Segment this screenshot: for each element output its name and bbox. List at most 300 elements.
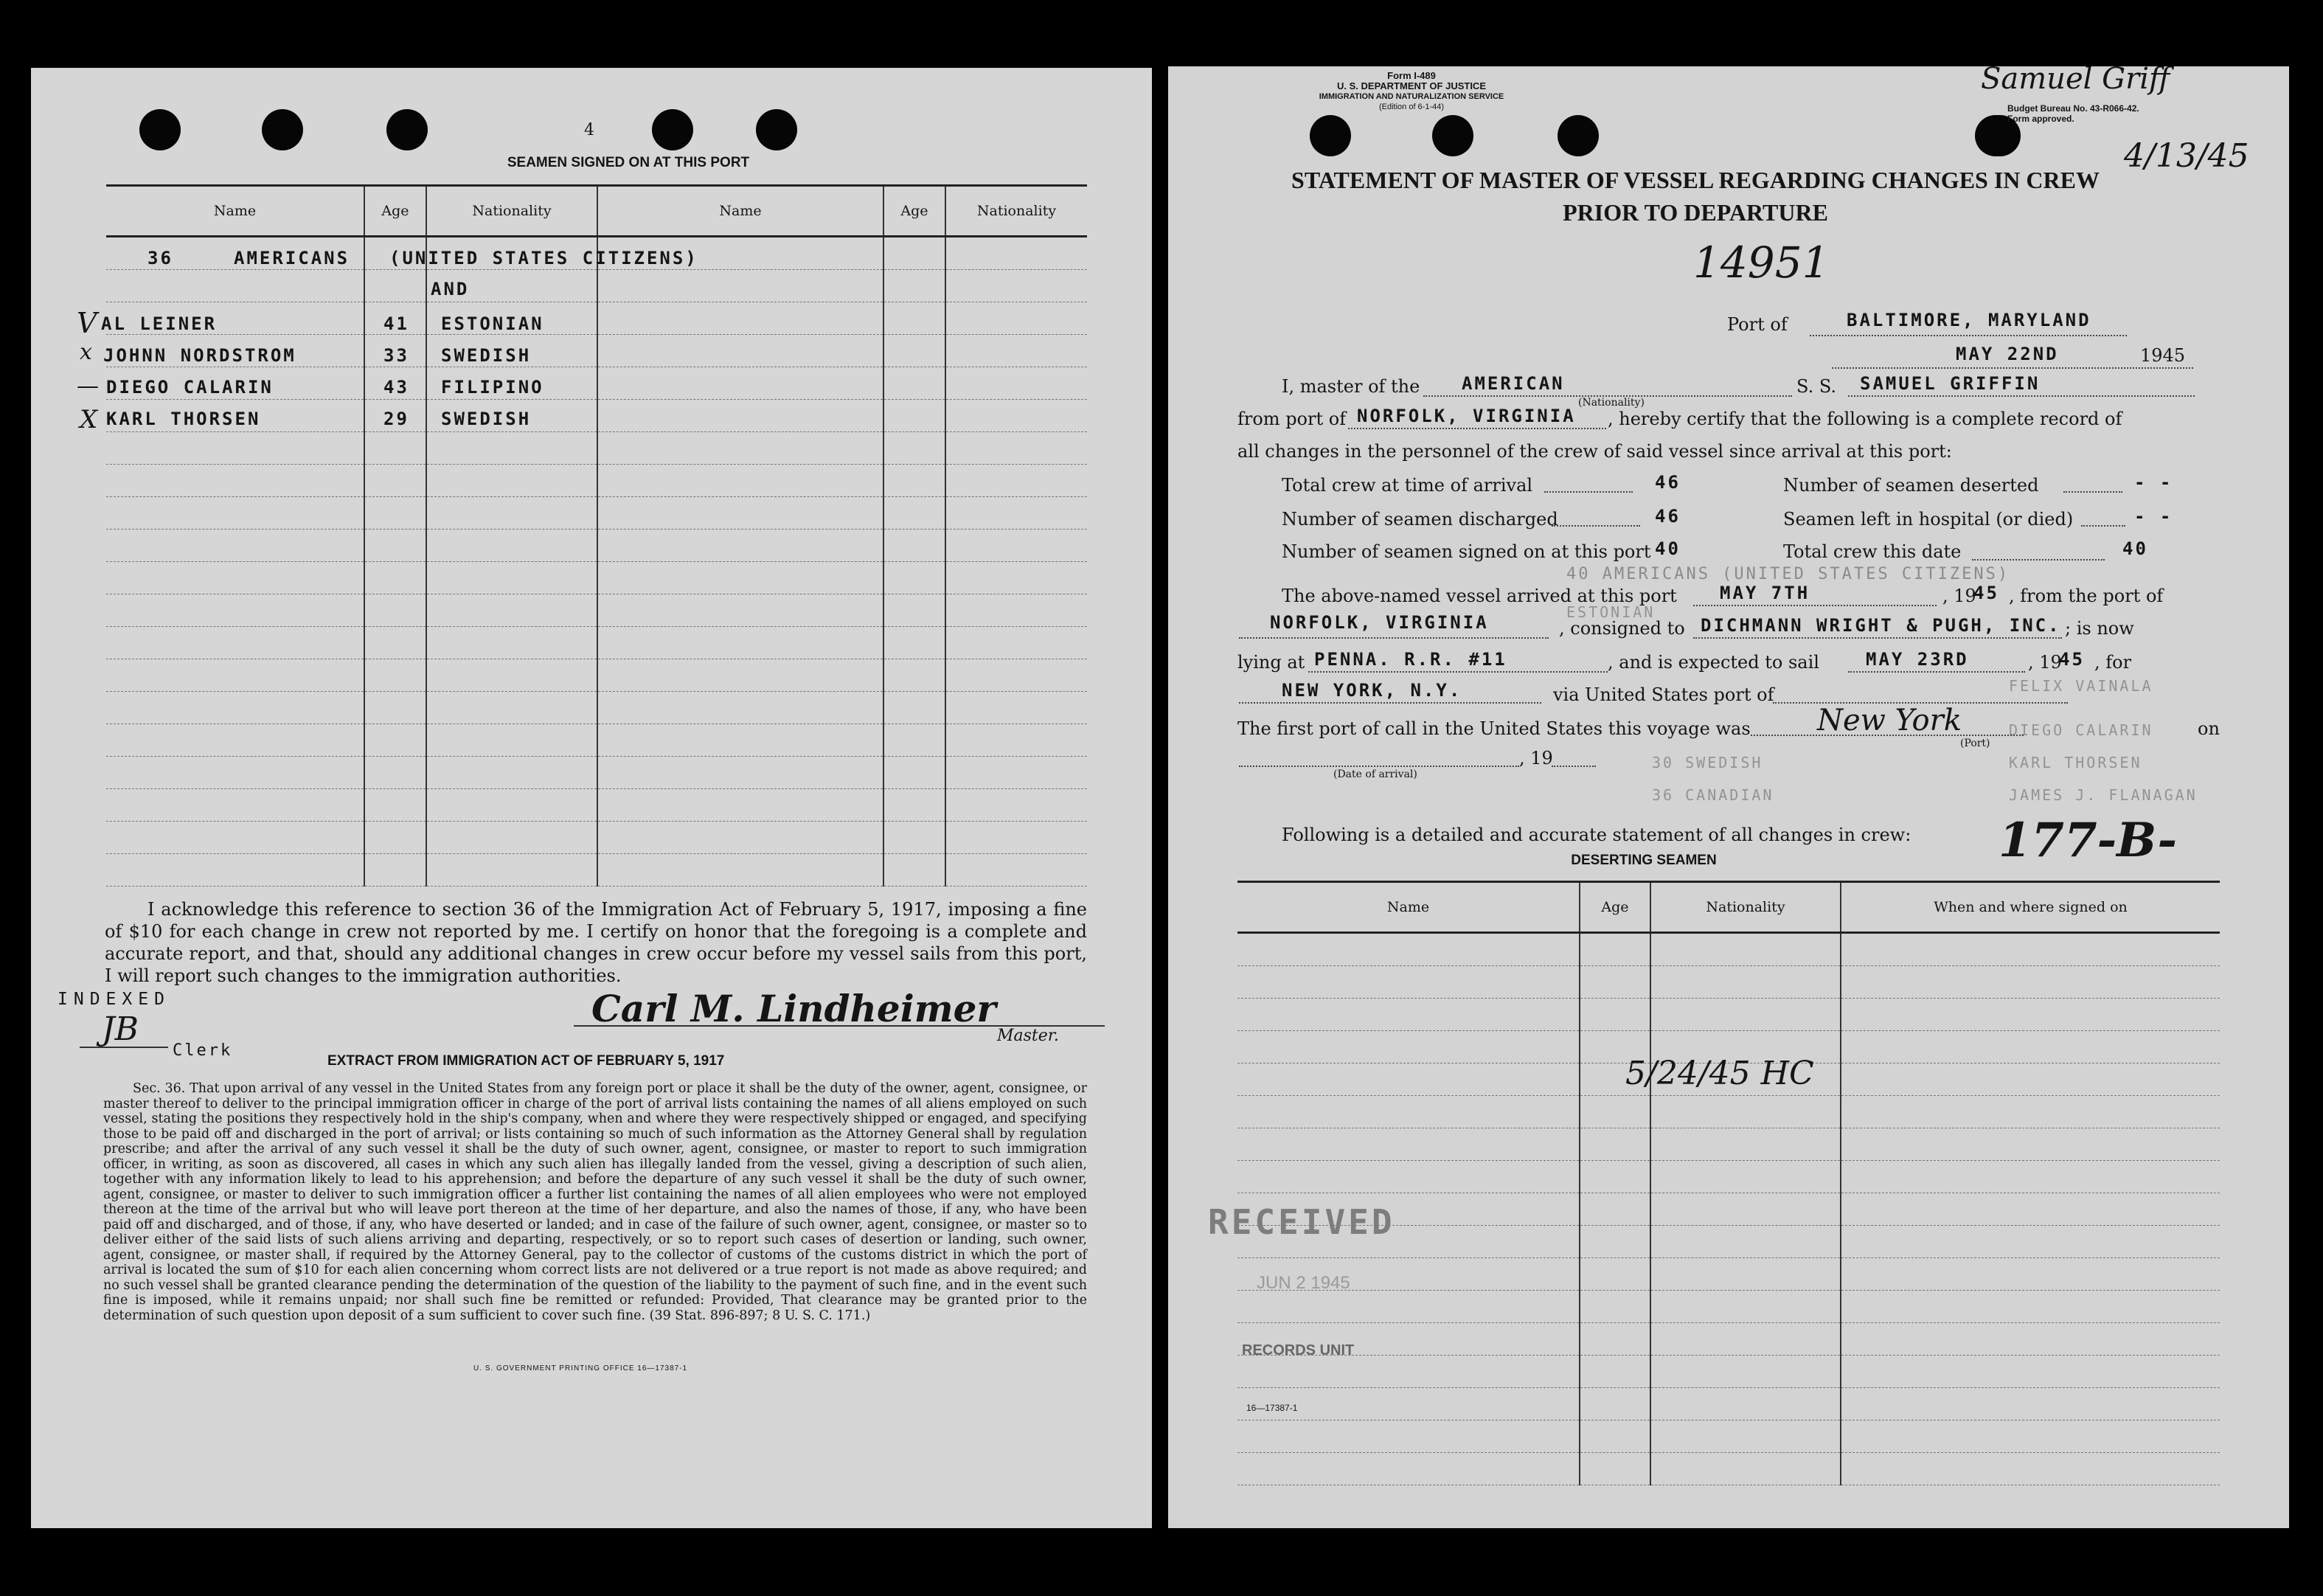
- table-cell: [945, 270, 1087, 302]
- table-cell: [945, 530, 1087, 562]
- lying-line: [1308, 671, 1608, 673]
- printer-imprint: 16—17387-1: [1246, 1403, 1298, 1413]
- table-row: [106, 692, 1087, 724]
- table-cell: [883, 302, 945, 335]
- table-cell: [883, 237, 945, 270]
- table-cell: [364, 854, 426, 887]
- master-label: Master.: [997, 1027, 1059, 1045]
- table-cell: [1650, 1128, 1841, 1161]
- table-cell: [597, 465, 883, 497]
- table-cell: [945, 724, 1087, 757]
- table-cell: [597, 757, 883, 789]
- table-cell: [426, 854, 597, 887]
- stat-value: - -: [2134, 506, 2173, 527]
- punch-hole: [1310, 115, 1351, 156]
- check-mark: V: [77, 307, 97, 339]
- table-row: [106, 854, 1087, 887]
- table-row: [106, 302, 1087, 335]
- lying-label: lying at: [1237, 652, 1305, 673]
- table-cell: [883, 530, 945, 562]
- table-cell: [1580, 1291, 1650, 1323]
- check-mark: x: [80, 339, 92, 365]
- table-cell: [883, 854, 945, 887]
- table-cell: [945, 854, 1087, 887]
- table-cell: [597, 692, 883, 724]
- table-row: [106, 757, 1087, 789]
- table-row: [1237, 933, 2220, 966]
- printer-imprint: U. S. GOVERNMENT PRINTING OFFICE 16—17387-1: [473, 1364, 688, 1373]
- table-cell: [597, 530, 883, 562]
- table-cell: [1841, 999, 2220, 1031]
- stat-value: 46: [1655, 506, 1681, 527]
- table-cell: [364, 659, 426, 692]
- table-cell: [364, 692, 426, 724]
- column-header: When and where signed on: [1841, 882, 2220, 933]
- port-label: Port of: [1727, 314, 1788, 335]
- deserting-title: DESERTING SEAMEN: [1571, 853, 1717, 868]
- form-title-line-2: PRIOR TO DEPARTURE: [1563, 199, 1828, 226]
- table-cell: [1650, 1258, 1841, 1291]
- sail-line: [1848, 671, 2025, 673]
- table-cell: [364, 822, 426, 854]
- seaman-nationality: SWEDISH: [441, 345, 532, 366]
- column-header: Age: [364, 186, 426, 237]
- table-cell: [1650, 999, 1841, 1031]
- stat-label: Number of seamen signed on at this port: [1282, 541, 1651, 562]
- table-cell: [945, 757, 1087, 789]
- table-cell: [945, 367, 1087, 400]
- table-cell: [1237, 1064, 1580, 1096]
- table-cell: [1650, 1388, 1841, 1420]
- table-cell: [1841, 1064, 2220, 1096]
- punch-hole: [1558, 115, 1599, 156]
- table-cell: [883, 757, 945, 789]
- table-cell: [1650, 1226, 1841, 1258]
- table-cell: [945, 692, 1087, 724]
- table-cell: [364, 497, 426, 530]
- stat-leader: [1544, 491, 1633, 493]
- table-cell: [945, 789, 1087, 822]
- table-cell: [1841, 933, 2220, 966]
- table-cell: [1237, 1453, 1580, 1485]
- punch-hole: [139, 109, 181, 150]
- table-cell: [883, 400, 945, 432]
- seaman-name: AL LEINER: [101, 313, 218, 334]
- stat-value: - -: [2134, 472, 2173, 493]
- seaman-name: KARL THORSEN: [106, 409, 261, 429]
- table-cell: [945, 497, 1087, 530]
- stat-label: Total crew at time of arrival: [1282, 475, 1533, 496]
- port-caption: (Port): [1960, 738, 1990, 749]
- column-header: Age: [1580, 882, 1650, 933]
- table-cell: [597, 724, 883, 757]
- table-row: [1237, 1096, 2220, 1128]
- table-cell: [1841, 1096, 2220, 1128]
- first-port-value: New York: [1817, 704, 1962, 738]
- for-label: , for: [2094, 652, 2132, 673]
- bleed-through-text: JAMES J. FLANAGAN: [2009, 786, 2198, 804]
- table-cell: [1580, 1323, 1650, 1356]
- table-cell: [1580, 1226, 1650, 1258]
- destination-value: NEW YORK, N.Y.: [1282, 680, 1462, 701]
- table-cell: [426, 627, 597, 659]
- table-cell: [1650, 966, 1841, 999]
- table-cell: [597, 400, 883, 432]
- table-cell: [1841, 1453, 2220, 1485]
- table-cell: [597, 562, 883, 594]
- arrived-date: MAY 7TH: [1720, 583, 1810, 603]
- indexed-stamp: INDEXED: [58, 990, 170, 1009]
- table-cell: [364, 530, 426, 562]
- arrived-year: 45: [1973, 583, 1999, 603]
- table-row: [1237, 1388, 2220, 1420]
- table-cell: [883, 432, 945, 465]
- expected-label: , and is expected to sail: [1608, 652, 1819, 673]
- stat-value: 40: [2122, 538, 2148, 559]
- consigned-label: , consigned to: [1559, 618, 1685, 639]
- table-cell: [364, 562, 426, 594]
- table-cell: [597, 497, 883, 530]
- table-row: [1237, 1258, 2220, 1291]
- table-cell: [426, 692, 597, 724]
- stat-label: Number of seamen discharged: [1282, 509, 1558, 530]
- table-cell: [364, 724, 426, 757]
- americans-label: AMERICANS: [234, 248, 350, 268]
- bleed-through-text: ESTONIAN: [1566, 603, 1656, 621]
- date-year: 1945: [2140, 345, 2186, 366]
- bleed-through-text: 30 SWEDISH: [1652, 754, 1763, 771]
- seaman-age: 43: [383, 377, 409, 398]
- table-cell: [426, 497, 597, 530]
- lying-value: PENNA. R.R. #11: [1314, 649, 1507, 670]
- budget-block: [2007, 103, 2139, 124]
- table-row: [106, 562, 1087, 594]
- table-cell: [1650, 933, 1841, 966]
- table-cell: [426, 432, 597, 465]
- ss-label: S. S.: [1796, 376, 1837, 397]
- port-line: [1810, 335, 2127, 336]
- on-label: on: [2198, 718, 2220, 739]
- stat-value: 46: [1655, 472, 1681, 493]
- punch-hole: [262, 109, 303, 150]
- table-cell: [597, 432, 883, 465]
- table-cell: [426, 757, 597, 789]
- page-number: 4: [584, 121, 594, 139]
- bleed-through-text: FELIX VAINALA: [2009, 677, 2153, 695]
- table-cell: [883, 789, 945, 822]
- table-cell: [883, 562, 945, 594]
- nationality-value: AMERICAN: [1462, 373, 1565, 394]
- table-cell: [883, 724, 945, 757]
- table-cell: [106, 562, 364, 594]
- table-cell: [597, 367, 883, 400]
- table-cell: [1580, 1096, 1650, 1128]
- consignee-line: [1693, 637, 2062, 639]
- table-cell: [945, 432, 1087, 465]
- from-the-port-label: , from the port of: [2009, 586, 2164, 606]
- table-cell: [883, 270, 945, 302]
- table-cell: [597, 789, 883, 822]
- table-cell: [426, 562, 597, 594]
- table-cell: [364, 270, 426, 302]
- sail-year-prefix: , 19: [2028, 652, 2062, 673]
- handwritten-date: 4/13/45: [2124, 137, 2249, 175]
- received-stamp: RECEIVED: [1208, 1202, 1395, 1242]
- from-port-value: NORFOLK, VIRGINIA: [1357, 406, 1576, 426]
- acknowledgement-text: I acknowledge this reference to section 36 of the Immigration Act of February 5, 1917, imposing a fine of $10 for each change in crew not reported by me. I certify on honor that the foregoing is a complete and accurate report, and that, should any additional changes in crew occur before my vessel sails from this port, I will report such changes to the immigration authorities.: [105, 899, 1087, 986]
- table-cell: [1841, 1420, 2220, 1453]
- via-label: via United States port of: [1553, 684, 1774, 705]
- table-cell: [1580, 1356, 1650, 1388]
- table-cell: [106, 757, 364, 789]
- edition-note: (Edition of 6-1-44): [1378, 103, 1445, 111]
- punch-hole: [386, 109, 428, 150]
- table-cell: [364, 757, 426, 789]
- table-cell: [597, 594, 883, 627]
- form-title-line-1: STATEMENT OF MASTER OF VESSEL REGARDING CHANGES IN CREW: [1291, 167, 2100, 193]
- table-cell: [1650, 1420, 1841, 1453]
- table-cell: [1580, 1258, 1650, 1291]
- table-row: [106, 659, 1087, 692]
- clerk-label: Clerk: [173, 1041, 233, 1060]
- arrived-from-value: NORFOLK, VIRGINIA: [1270, 612, 1489, 633]
- table-cell: [1237, 1291, 1580, 1323]
- table-cell: [106, 854, 364, 887]
- table-cell: [426, 465, 597, 497]
- seaman-nationality: ESTONIAN: [441, 313, 544, 334]
- clerk-initials: JB: [102, 1010, 139, 1048]
- table-cell: [364, 465, 426, 497]
- table-cell: [597, 302, 883, 335]
- table-cell: [1841, 1128, 2220, 1161]
- arrival-date-line: [1239, 766, 1519, 767]
- table-cell: [1580, 1128, 1650, 1161]
- table-cell: [945, 400, 1087, 432]
- table-cell: [1580, 1420, 1650, 1453]
- stat-label: Number of seamen deserted: [1783, 475, 2039, 496]
- table-cell: [106, 789, 364, 822]
- table-cell: [106, 724, 364, 757]
- table-cell: [364, 789, 426, 822]
- table-cell: [945, 302, 1087, 335]
- bleed-through-text: 36 CANADIAN: [1652, 786, 1774, 804]
- sail-date: MAY 23RD: [1866, 649, 1969, 670]
- form-number: Form I-489: [1387, 70, 1436, 81]
- table-cell: [883, 465, 945, 497]
- table-cell: [945, 659, 1087, 692]
- stat-leader: [1972, 559, 2105, 561]
- ship-line: [1848, 395, 2195, 397]
- table-cell: [1237, 933, 1580, 966]
- table-row: [1237, 1356, 2220, 1388]
- table-cell: [1650, 1193, 1841, 1226]
- table-cell: [364, 432, 426, 465]
- table-cell: [106, 594, 364, 627]
- left-page: [31, 68, 1152, 1528]
- column-header: Nationality: [426, 186, 597, 237]
- stat-value: 40: [1655, 538, 1681, 559]
- table-cell: [945, 237, 1087, 270]
- table-cell: [1841, 1226, 2220, 1258]
- table-cell: [883, 367, 945, 400]
- table-cell: [106, 692, 364, 724]
- extract-title: EXTRACT FROM IMMIGRATION ACT OF FEBRUARY 5, 1917: [327, 1053, 725, 1069]
- stat-label: Total crew this date: [1783, 541, 1962, 562]
- table-row: [1237, 1161, 2220, 1193]
- column-header: Name: [106, 186, 364, 237]
- table-row: [106, 822, 1087, 854]
- seaman-nationality: FILIPINO: [441, 377, 544, 398]
- stat-leader: [2063, 491, 2122, 493]
- table-cell: [883, 822, 945, 854]
- first-port-label: The first port of call in the United States this voyage was: [1237, 718, 1751, 739]
- destination-line: [1239, 702, 1541, 704]
- seamen-signed-on-table: [106, 184, 1087, 887]
- ship-name: SAMUEL GRIFFIN: [1860, 373, 2041, 394]
- table-row: [1237, 1453, 2220, 1485]
- column-header: Nationality: [1650, 882, 1841, 933]
- records-unit-stamp: RECORDS UNIT: [1242, 1342, 1355, 1359]
- port-value: BALTIMORE, MARYLAND: [1847, 310, 2091, 330]
- table-cell: [1580, 1193, 1650, 1226]
- punch-hole: [756, 109, 797, 150]
- date-line: [1832, 367, 2193, 369]
- stat-leader: [1552, 525, 1640, 527]
- master-signature: Carl M. Lindheimer: [591, 987, 996, 1030]
- table-cell: [597, 335, 883, 367]
- punch-hole: [652, 109, 693, 150]
- table-cell: [945, 594, 1087, 627]
- table-cell: [106, 659, 364, 692]
- extract-text: Sec. 36. That upon arrival of any vessel in the United States from any foreign port or place it shall be the duty of the owner, agent, consignee, or master thereof to deliver to the principal immigration officer in charge of the port of arrival lists containing the names of all aliens employed on such vessel, stating the positions they respectively hold in the ship's company, when and where they were respectively shipped or engaged, and specifying those to be paid off and discharged in the port of arrival; or lists containing so much of such information as the Attorney General shall by regulation prescribe; and after the arrival of any such vessel it shall be the duty of such owner, agent, consignee, or master to report to such immigration officer, in writing, as soon as discovered, all cases in which any such alien has illegally landed from the vessel, giving a description of such alien, together with any information likely to lead to his apprehension; and before the departure of any such vessel it shall be the duty of such owner, agent, consignee, or master to deliver to such immigration officer a further list containing the names of all alien employees who were not employed thereon at the time of the arrival but who will leave port thereon at the time of her departure, and also the names of those, if any, who have been paid off and discharged, and of those, if any, who have deserted or landed; and in case of the failure of such owner, agent, consignee, or master so to deliver either of the said lists of such aliens arriving and departing, respectively, or so to report such cases of desertion or landing, such owner, agent, consignee, or master shall, if required by the Attorney General, pay to the collector of customs of the customs district in which the port of arrival is located the sum of $10 for each alien concerning whom correct lists are not delivered or a true report is not made as above required; and no such vessel shall be granted clearance pending the determination of the question of the liability to the payment of such fine, and in the event such fine is imposed, while it remains unpaid; nor shall such fine be remitted or refunded: Provided, That clearance may be granted prior to the determination of such question upon deposit of a sum sufficient to cover such fine. (39 Stat. 896-897; 8 U. S. C. 171.): [103, 1081, 1087, 1323]
- table-cell: [883, 659, 945, 692]
- table-row: [1237, 1420, 2220, 1453]
- table-cell: [883, 594, 945, 627]
- table-cell: [1580, 999, 1650, 1031]
- column-header: Age: [883, 186, 945, 237]
- file-code: 177-B-: [1999, 813, 2177, 868]
- table-row: [1237, 1323, 2220, 1356]
- table-row: [106, 465, 1087, 497]
- table-cell: [1841, 1031, 2220, 1064]
- table-cell: [883, 497, 945, 530]
- table-row: [106, 497, 1087, 530]
- table-cell: [883, 692, 945, 724]
- table-cell: [106, 530, 364, 562]
- bleed-through-text: DIEGO CALARIN: [2009, 721, 2153, 739]
- table-cell: [1841, 1258, 2220, 1291]
- certify-text: , hereby certify that the following is a complete record of: [1608, 409, 2122, 429]
- table-row: [106, 627, 1087, 659]
- right-page: [1168, 66, 2289, 1528]
- table-cell: [364, 594, 426, 627]
- table-cell: [1650, 1161, 1841, 1193]
- table-cell: [1237, 1096, 1580, 1128]
- table-cell: [426, 822, 597, 854]
- table-cell: [1841, 1193, 2220, 1226]
- arrived-line: [1693, 605, 1937, 606]
- table-cell: [1841, 1356, 2220, 1388]
- table-cell: [1650, 1453, 1841, 1485]
- handwritten-ship-name: Samuel Griff: [1981, 66, 2170, 96]
- table-cell: [426, 530, 597, 562]
- table-cell: [106, 432, 364, 465]
- table-cell: [1650, 1323, 1841, 1356]
- table-cell: [597, 822, 883, 854]
- table-cell: [426, 789, 597, 822]
- form-title: [1168, 164, 2223, 229]
- table-cell: [597, 627, 883, 659]
- table-cell: [597, 270, 883, 302]
- seaman-name: JOHNN NORDSTROM: [103, 345, 296, 366]
- table-cell: [945, 822, 1087, 854]
- table-cell: [1237, 966, 1580, 999]
- dash-mark: —: [77, 373, 99, 399]
- table-cell: [1580, 1161, 1650, 1193]
- table-cell: [1237, 1420, 1580, 1453]
- stat-label: Seamen left in hospital (or died): [1783, 509, 2074, 530]
- table-cell: [883, 627, 945, 659]
- table-cell: [1580, 933, 1650, 966]
- bleed-through-text: 40 AMERICANS (UNITED STATES CITIZENS): [1566, 565, 2010, 583]
- table-row: [1237, 1291, 2220, 1323]
- table-row: [106, 789, 1087, 822]
- table-cell: [1841, 966, 2220, 999]
- punch-hole: [1432, 115, 1473, 156]
- table-cell: [1237, 1031, 1580, 1064]
- table-cell: [1580, 966, 1650, 999]
- and-label: AND: [431, 279, 470, 299]
- seaman-name: DIEGO CALARIN: [106, 377, 274, 398]
- file-number: 14951: [1693, 237, 1830, 288]
- table-cell: [106, 465, 364, 497]
- table-cell: [1237, 999, 1580, 1031]
- table-cell: [1841, 1291, 2220, 1323]
- citizens-label: (UNITED STATES CITIZENS): [389, 248, 698, 268]
- table-row: [106, 594, 1087, 627]
- nationality-caption: (Nationality): [1578, 397, 1645, 409]
- year-prefix: , 19: [1519, 748, 1553, 768]
- table-cell: [945, 335, 1087, 367]
- table-cell: [1650, 1356, 1841, 1388]
- table-row: [106, 432, 1087, 465]
- date-value: MAY 22ND: [1956, 344, 2059, 364]
- table-row: [1237, 1128, 2220, 1161]
- check-mark: X: [80, 405, 98, 434]
- table-row: [1237, 966, 2220, 999]
- table-row: [106, 530, 1087, 562]
- table-cell: [426, 659, 597, 692]
- table-cell: [945, 627, 1087, 659]
- section-title: SEAMEN SIGNED ON AT THIS PORT: [507, 155, 750, 170]
- table-cell: [1580, 1388, 1650, 1420]
- table-row: [106, 270, 1087, 302]
- table-cell: [106, 270, 364, 302]
- table-cell: [364, 627, 426, 659]
- arrived-year-prefix: , 19: [1942, 586, 1976, 606]
- bleed-through-text: KARL THORSEN: [2009, 754, 2142, 771]
- table-cell: [426, 724, 597, 757]
- stat-leader: [2081, 525, 2125, 527]
- master-of-label: I, master of the: [1282, 376, 1420, 397]
- table-cell: [945, 562, 1087, 594]
- from-port-label: from port of: [1237, 409, 1347, 429]
- table-cell: [1237, 1356, 1580, 1388]
- table-cell: [106, 822, 364, 854]
- table-cell: [597, 659, 883, 692]
- table-cell: [1650, 1291, 1841, 1323]
- citizen-count: 36: [147, 248, 173, 268]
